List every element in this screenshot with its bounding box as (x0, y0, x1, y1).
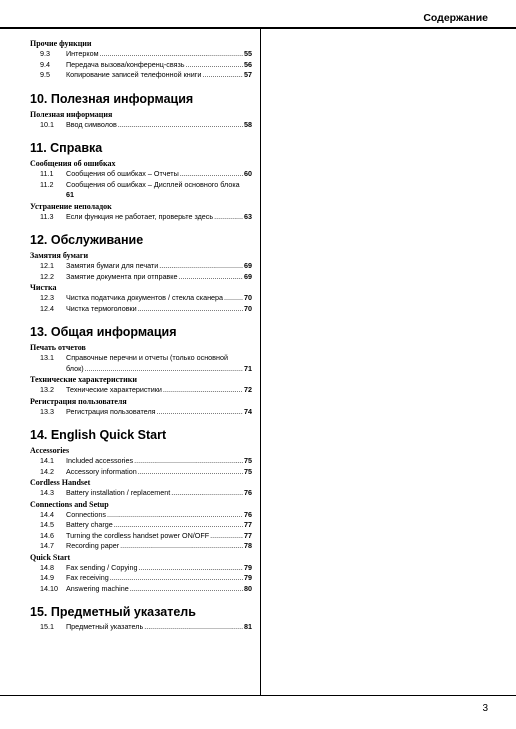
dot-leader (159, 261, 243, 272)
entry-page-number: 74 (244, 406, 252, 416)
toc-entry[interactable] (30, 563, 252, 574)
toc-entry[interactable] (30, 541, 252, 552)
toc-entry[interactable] (30, 169, 252, 180)
dot-leader (202, 70, 243, 81)
page-header-title: Содержание (423, 12, 488, 24)
entry-page-number: 57 (244, 70, 252, 79)
entry-title: Included accessories (66, 456, 134, 465)
entry-page-number: 76 (244, 509, 252, 519)
entry-number: 9.3 (40, 49, 50, 58)
entry-page-number: 76 (244, 488, 252, 497)
section-group-title: Connections and Setup (30, 499, 109, 509)
entry-page-number: 60 (244, 169, 252, 178)
dot-leader (138, 467, 243, 478)
entry-page-number: 69 (244, 261, 252, 270)
dot-leader (171, 488, 243, 499)
toc-entry[interactable] (30, 293, 252, 304)
toc-entry[interactable] (30, 180, 252, 201)
dot-leader (138, 304, 243, 315)
entry-page-number: 69 (244, 271, 252, 281)
entry-number: 14.4 (40, 509, 54, 519)
entry-number: 11.3 (40, 211, 54, 221)
page-number: 3 (482, 703, 488, 714)
table-of-contents (30, 38, 252, 633)
dot-leader (186, 60, 243, 71)
entry-number: 12.1 (40, 261, 54, 270)
dot-leader (210, 531, 243, 542)
dot-leader (134, 456, 243, 467)
entry-number: 14.2 (40, 466, 54, 476)
entry-title: Замятие документа при отправке (66, 271, 178, 281)
entry-number: 15.1 (40, 622, 54, 631)
header-rule (0, 27, 516, 29)
entry-title: Ввод символов (66, 119, 117, 129)
dot-leader (214, 212, 243, 223)
toc-entry[interactable] (30, 510, 252, 521)
entry-number: 9.5 (40, 70, 50, 79)
dot-leader (107, 510, 243, 521)
entry-number: 12.3 (40, 293, 54, 302)
toc-entry[interactable] (30, 304, 252, 315)
section-group-title: Полезная информация (30, 109, 113, 119)
entry-page-number: 79 (244, 562, 252, 572)
entry-title: Копирование записей телефонной книги (66, 70, 202, 79)
chapter-heading[interactable]: 15. Предметный указатель (30, 605, 196, 619)
toc-entry[interactable] (30, 488, 252, 499)
section-group-title: Чистка (30, 283, 57, 292)
entry-title: Recording paper (66, 541, 120, 550)
entry-page-number: 61 (66, 190, 74, 199)
section-group-title: Замятия бумаги (30, 251, 89, 260)
section-group-title: Accessories (30, 446, 70, 455)
toc-entry[interactable] (30, 120, 252, 131)
toc-entry[interactable] (30, 385, 252, 396)
entry-number: 13.2 (40, 385, 54, 394)
entry-number: 13.1 (40, 353, 54, 362)
entry-title: Справочные перечни и отчеты (только основной (66, 353, 228, 362)
dot-leader (120, 541, 243, 552)
dot-leader (110, 573, 243, 584)
entry-number: 12.4 (40, 303, 54, 313)
entry-title: Регистрация пользователя (66, 406, 156, 416)
dot-leader (139, 563, 243, 574)
chapter-heading[interactable]: 11. Справка (30, 141, 103, 155)
toc-entry[interactable] (30, 49, 252, 60)
entry-number: 9.4 (40, 59, 50, 69)
entry-title: Battery installation / replacement (66, 488, 171, 497)
toc-entry[interactable] (30, 520, 252, 531)
entry-page-number: 55 (244, 49, 252, 58)
toc-entry[interactable] (30, 60, 252, 71)
entry-title: Accessory information (66, 466, 137, 476)
dot-leader (85, 364, 243, 375)
entry-page-number: 63 (244, 211, 252, 221)
entry-title: Предметный указатель (66, 622, 144, 631)
entry-title-continued: блок) (66, 363, 84, 373)
dot-leader (100, 49, 243, 60)
dot-leader (130, 584, 243, 595)
entry-number: 14.1 (40, 456, 54, 465)
entry-title: Turning the cordless handset power ON/OFF (66, 530, 210, 540)
entry-page-number: 71 (244, 363, 252, 373)
chapter-heading[interactable]: 12. Обслуживание (30, 233, 144, 247)
entry-number: 12.2 (40, 271, 54, 281)
section-group-title: Регистрация пользователя (30, 396, 127, 406)
entry-title: Если функция не работает, проверьте здесь (66, 211, 214, 221)
dot-leader (144, 622, 243, 633)
chapter-heading[interactable]: 14. English Quick Start (30, 428, 167, 442)
entry-title: Сообщения об ошибках – Дисплей основного блока (66, 179, 240, 189)
dot-leader (163, 385, 243, 396)
entry-page-number: 72 (244, 385, 252, 394)
entry-title: Технические характеристики (66, 385, 162, 394)
entry-page-number: 77 (244, 520, 252, 529)
entry-title: Connections (66, 509, 106, 519)
entry-page-number: 58 (244, 119, 252, 129)
toc-entry[interactable] (30, 212, 252, 223)
dot-leader (224, 293, 243, 304)
entry-title: Интерком (66, 49, 99, 58)
column-divider (260, 28, 261, 696)
entry-page-number: 56 (244, 59, 252, 69)
entry-title: Передача вызова/конференц-связь (66, 59, 185, 69)
entry-page-number: 75 (244, 466, 252, 476)
entry-number: 14.10 (40, 583, 58, 593)
toc-entry[interactable] (30, 456, 252, 467)
dot-leader (178, 272, 243, 283)
toc-entry[interactable] (30, 622, 252, 633)
toc-entry[interactable] (30, 353, 252, 374)
entry-number: 10.1 (40, 119, 54, 129)
entry-page-number: 75 (244, 456, 252, 465)
toc-entry[interactable] (30, 272, 252, 283)
chapter-heading[interactable]: 10. Полезная информация (30, 91, 194, 106)
entry-number: 14.8 (40, 562, 54, 572)
section-group-title: Печать отчетов (30, 343, 86, 352)
entry-page-number: 70 (244, 303, 252, 313)
dot-leader (157, 407, 243, 418)
entry-number: 14.5 (40, 520, 54, 529)
footer-rule (0, 695, 516, 696)
chapter-heading[interactable]: 13. Общая информация (30, 325, 177, 339)
entry-number: 14.6 (40, 530, 54, 540)
toc-entry[interactable] (30, 261, 252, 272)
entry-number: 14.9 (40, 573, 54, 582)
entry-page-number: 77 (244, 530, 252, 540)
toc-entry[interactable] (30, 467, 252, 478)
section-group-title: Сообщения об ошибках (30, 159, 116, 168)
entry-number: 14.3 (40, 488, 54, 497)
entry-number: 13.3 (40, 406, 54, 416)
section-group-title: Прочие функции (30, 39, 92, 48)
dot-leader (118, 120, 243, 131)
section-group-title: Технические характеристики (30, 375, 137, 384)
toc-entry[interactable] (30, 407, 252, 418)
entry-page-number: 70 (244, 293, 252, 302)
toc-entry[interactable] (30, 573, 252, 584)
entry-title: Чистка податчика документов / стекла сканера (66, 293, 224, 302)
entry-title: Answering machine (66, 583, 129, 593)
entry-page-number: 78 (244, 541, 252, 550)
section-group-title: Устранение неполадок (30, 201, 112, 211)
toc-entry[interactable] (30, 531, 252, 542)
entry-title: Fax sending / Copying (66, 562, 138, 572)
toc-entry[interactable] (30, 584, 252, 595)
entry-title: Сообщения об ошибках – Отчеты (66, 169, 179, 178)
section-group-title: Quick Start (30, 552, 71, 562)
entry-title: Battery charge (66, 520, 113, 529)
dot-leader (180, 169, 243, 180)
entry-continuation (66, 364, 252, 375)
entry-title: Чистка термоголовки (66, 303, 137, 313)
section-group-title: Cordless Handset (30, 478, 91, 487)
entry-title: Замятия бумаги для печати (66, 261, 159, 270)
entry-page-number: 79 (244, 573, 252, 582)
entry-number: 11.2 (40, 179, 54, 189)
entry-title: Fax receiving (66, 573, 109, 582)
dot-leader (114, 520, 243, 531)
entry-page-number: 81 (244, 622, 252, 631)
entry-number: 14.7 (40, 541, 54, 550)
toc-entry[interactable] (30, 70, 252, 81)
entry-number: 11.1 (40, 169, 54, 178)
entry-page-number: 80 (244, 583, 252, 593)
